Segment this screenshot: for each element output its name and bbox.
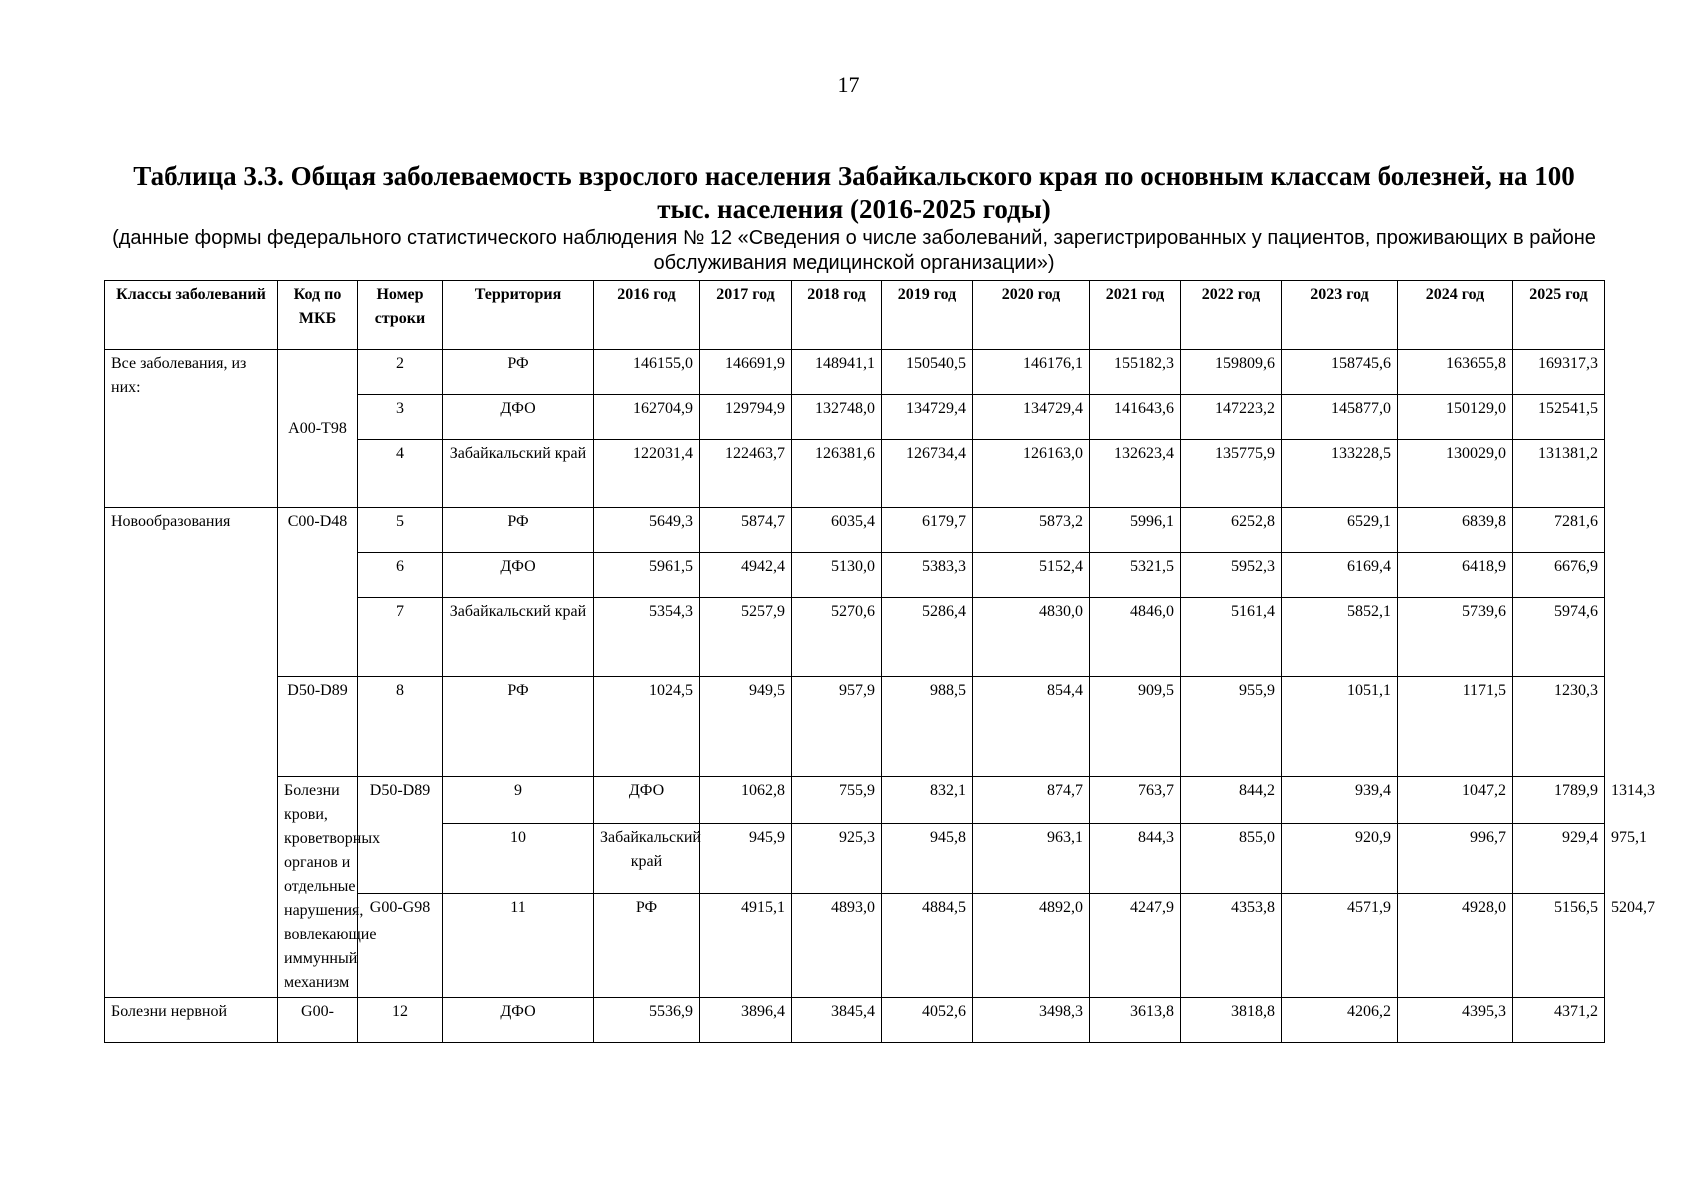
value-cell: 146155,0	[594, 350, 700, 395]
value-cell: 909,5	[1090, 677, 1181, 777]
table-subtitle: (данные формы федерального статистического наблюдения № 12 «Сведения о числе заболеваний, зарегистрированных у пациентов, проживающих в районе обслуживания медицинской организации»)	[112, 227, 1596, 274]
value-cell: 130029,0	[1398, 440, 1513, 508]
value-cell: 963,1	[973, 823, 1090, 894]
value-cell: 874,7	[973, 777, 1090, 824]
value-cell: 1171,5	[1398, 677, 1513, 777]
value-cell: 5974,6	[1513, 598, 1605, 677]
value-cell: 5156,5	[1513, 894, 1605, 998]
value-cell: 4928,0	[1398, 894, 1513, 998]
line-number-cell: 12	[358, 998, 443, 1043]
value-cell: 5152,4	[973, 553, 1090, 598]
value-cell: 1024,5	[594, 677, 700, 777]
icd-code-cell: D50-D89	[278, 677, 358, 777]
value-cell: 141643,6	[1090, 395, 1181, 440]
line-number-cell: 3	[358, 395, 443, 440]
header-cell: 2020 год	[973, 281, 1090, 350]
value-cell: 6529,1	[1282, 508, 1398, 553]
icd-code-cell: A00-T98	[278, 350, 358, 508]
value-cell: 4884,5	[882, 894, 973, 998]
value-cell: 5536,9	[594, 998, 700, 1043]
value-cell: 5739,6	[1398, 598, 1513, 677]
value-cell: 126381,6	[792, 440, 882, 508]
value-cell: 122463,7	[700, 440, 792, 508]
table-row	[105, 677, 1605, 777]
territory-cell: РФ	[594, 894, 700, 998]
value-cell: 925,3	[792, 823, 882, 894]
header-cell: Код по МКБ	[278, 281, 358, 350]
header-cell: 2023 год	[1282, 281, 1398, 350]
value-cell: 6035,4	[792, 508, 882, 553]
value-cell: 6839,8	[1398, 508, 1513, 553]
value-cell: 855,0	[1181, 823, 1282, 894]
value-cell: 755,9	[792, 777, 882, 824]
header-cell: Классы заболеваний	[105, 281, 278, 350]
value-cell: 132623,4	[1090, 440, 1181, 508]
value-cell: 158745,6	[1282, 350, 1398, 395]
table-row	[105, 998, 1605, 1043]
value-cell: 763,7	[1090, 777, 1181, 824]
line-number-cell: 11	[443, 894, 594, 998]
table-row: G00-G98 11 РФ 4915,1 4893,0 4884,5 4892,0 4247,9 4353,8 4571,9 4928,0 5156,5 5204,7	[105, 894, 1605, 998]
value-cell: 159809,6	[1181, 350, 1282, 395]
value-cell: 146176,1	[973, 350, 1090, 395]
value-cell: 945,9	[700, 823, 792, 894]
value-cell: 5874,7	[700, 508, 792, 553]
value-cell: 1789,9	[1513, 777, 1605, 824]
value-cell: 6676,9	[1513, 553, 1605, 598]
table-body	[105, 350, 1655, 1043]
header-cell: Номер строки	[358, 281, 443, 350]
line-number-cell: 4	[358, 440, 443, 508]
value-cell: 996,7	[1398, 823, 1513, 894]
territory-cell: ДФО	[443, 553, 594, 598]
territory-cell: РФ	[443, 350, 594, 395]
value-cell: 4371,2	[1513, 998, 1605, 1043]
value-cell: 3613,8	[1090, 998, 1181, 1043]
line-number-cell: 5	[358, 508, 443, 553]
value-cell: 126734,4	[882, 440, 973, 508]
value-cell: 169317,3	[1513, 350, 1605, 395]
territory-cell: ДФО	[443, 998, 594, 1043]
table-header-row	[105, 281, 1605, 350]
value-cell: 135775,9	[1181, 440, 1282, 508]
value-cell: 4571,9	[1282, 894, 1398, 998]
disease-class-cell: Новообразования	[105, 508, 278, 998]
line-number-cell: 8	[358, 677, 443, 777]
value-cell: 929,4	[1513, 823, 1605, 894]
table-title: Таблица 3.3. Общая заболеваемость взрослого населения Забайкальского края по основным классам болезней, на 100 тыс. населения (2016-2025 годы)	[133, 161, 1575, 224]
value-cell: 5270,6	[792, 598, 882, 677]
value-cell: 920,9	[1282, 823, 1398, 894]
value-cell: 988,5	[882, 677, 973, 777]
value-cell: 152541,5	[1513, 395, 1605, 440]
header-cell: 2019 год	[882, 281, 973, 350]
disease-class-cell: Болезни нервной	[105, 998, 278, 1043]
value-cell: 126163,0	[973, 440, 1090, 508]
value-cell: 854,4	[973, 677, 1090, 777]
value-cell: 957,9	[792, 677, 882, 777]
header-cell: 2018 год	[792, 281, 882, 350]
value-cell: 1062,8	[700, 777, 792, 824]
line-number-cell: 6	[358, 553, 443, 598]
morbidity-table	[104, 280, 1655, 1043]
table-row: 10 Забайкальский край 945,9 925,3 945,8 963,1 844,3 855,0 920,9 996,7 929,4 975,1	[105, 823, 1605, 894]
header-cell: 2024 год	[1398, 281, 1513, 350]
value-cell: 133228,5	[1282, 440, 1398, 508]
disease-class-cell: Все заболевания, из них:	[105, 350, 278, 508]
value-cell: 4206,2	[1282, 998, 1398, 1043]
header-cell: Территория	[443, 281, 594, 350]
table-row: Болезни крови, кроветворных органов и отдельные нарушения, вовлекающие иммунный механизм D50-D89 9 ДФО 1062,8 755,9 832,1 874,7 763,7 844,2 939,4 1047,2 1789,9 1314,3	[105, 777, 1605, 824]
value-cell: 147223,2	[1181, 395, 1282, 440]
value-cell: 4353,8	[1181, 894, 1282, 998]
value-cell: 5996,1	[1090, 508, 1181, 553]
icd-code-cell: C00-D48	[278, 508, 358, 677]
header-cell: 2021 год	[1090, 281, 1181, 350]
value-cell: 148941,1	[792, 350, 882, 395]
value-cell: 4846,0	[1090, 598, 1181, 677]
value-cell: 955,9	[1181, 677, 1282, 777]
value-cell: 6418,9	[1398, 553, 1513, 598]
header-cell: 2016 год	[594, 281, 700, 350]
value-cell: 844,3	[1090, 823, 1181, 894]
value-cell: 5321,5	[1090, 553, 1181, 598]
value-cell: 6252,8	[1181, 508, 1282, 553]
value-cell: 5873,2	[973, 508, 1090, 553]
value-cell: 150540,5	[882, 350, 973, 395]
value-cell: 939,4	[1282, 777, 1398, 824]
value-cell: 4247,9	[1090, 894, 1181, 998]
line-number-cell: 2	[358, 350, 443, 395]
value-cell: 945,8	[882, 823, 973, 894]
value-cell: 6179,7	[882, 508, 973, 553]
value-cell: 3498,3	[973, 998, 1090, 1043]
value-cell: 4892,0	[973, 894, 1090, 998]
value-cell: 3845,4	[792, 998, 882, 1043]
value-cell: 132748,0	[792, 395, 882, 440]
value-cell: 1047,2	[1398, 777, 1513, 824]
territory-cell: Забайкальский край	[443, 598, 594, 677]
value-cell: 145877,0	[1282, 395, 1398, 440]
value-cell: 163655,8	[1398, 350, 1513, 395]
icd-code-cell: D50-D89	[358, 777, 443, 894]
value-cell: 1230,3	[1513, 677, 1605, 777]
disease-class-cell: Болезни крови, кроветворных органов и отдельные нарушения, вовлекающие иммунный механизм	[278, 777, 358, 998]
value-cell: 844,2	[1181, 777, 1282, 824]
territory-cell: ДФО	[594, 777, 700, 824]
value-cell: 4915,1	[700, 894, 792, 998]
value-cell: 134729,4	[973, 395, 1090, 440]
territory-cell: ДФО	[443, 395, 594, 440]
icd-code-cell: G00-G98	[358, 894, 443, 998]
value-cell: 5383,3	[882, 553, 973, 598]
value-cell: 5161,4	[1181, 598, 1282, 677]
header-cell: 2025 год	[1513, 281, 1605, 350]
value-cell: 5257,9	[700, 598, 792, 677]
value-cell: 5952,3	[1181, 553, 1282, 598]
value-cell: 3896,4	[700, 998, 792, 1043]
value-cell: 134729,4	[882, 395, 973, 440]
value-cell: 1051,1	[1282, 677, 1398, 777]
territory-cell: РФ	[443, 677, 594, 777]
territory-cell: Забайкальский край	[594, 823, 700, 894]
value-cell: 3818,8	[1181, 998, 1282, 1043]
value-cell: 4942,4	[700, 553, 792, 598]
value-cell: 4893,0	[792, 894, 882, 998]
value-cell: 5354,3	[594, 598, 700, 677]
icd-code-cell: G00-	[278, 998, 358, 1043]
value-cell: 150129,0	[1398, 395, 1513, 440]
value-cell: 5130,0	[792, 553, 882, 598]
header-cell: 2022 год	[1181, 281, 1282, 350]
value-cell: 4395,3	[1398, 998, 1513, 1043]
value-cell: 949,5	[700, 677, 792, 777]
table-row	[105, 350, 1605, 395]
value-cell: 7281,6	[1513, 508, 1605, 553]
value-cell: 5649,3	[594, 508, 700, 553]
line-number-cell: 10	[443, 823, 594, 894]
value-cell: 155182,3	[1090, 350, 1181, 395]
value-cell: 832,1	[882, 777, 973, 824]
line-number-cell: 7	[358, 598, 443, 677]
value-cell: 162704,9	[594, 395, 700, 440]
value-cell: 5961,5	[594, 553, 700, 598]
value-cell: 129794,9	[700, 395, 792, 440]
header-cell: 2017 год	[700, 281, 792, 350]
line-number-cell: 9	[443, 777, 594, 824]
value-cell: 122031,4	[594, 440, 700, 508]
value-cell: 5286,4	[882, 598, 973, 677]
value-cell: 131381,2	[1513, 440, 1605, 508]
value-cell: 146691,9	[700, 350, 792, 395]
value-cell: 6169,4	[1282, 553, 1398, 598]
territory-cell: РФ	[443, 508, 594, 553]
value-cell: 4830,0	[973, 598, 1090, 677]
value-cell: 4052,6	[882, 998, 973, 1043]
table-row	[105, 508, 1605, 553]
page-number: 17	[837, 72, 860, 97]
territory-cell: Забайкальский край	[443, 440, 594, 508]
value-cell: 5852,1	[1282, 598, 1398, 677]
